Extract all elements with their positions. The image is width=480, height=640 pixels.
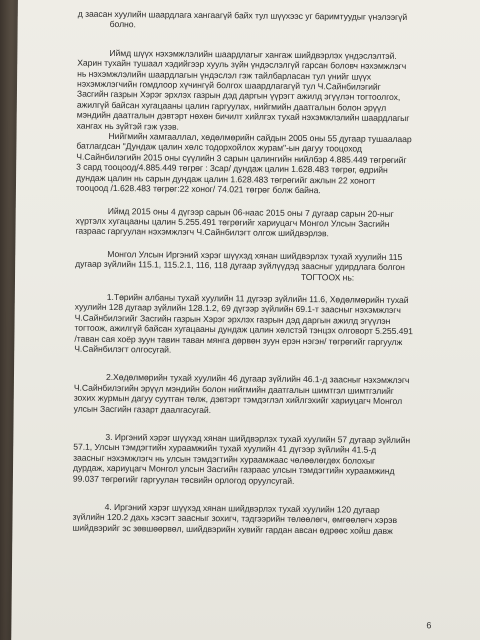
text-line: Ч.Сайнбилэгийн эрүүл мэндийн болон нийгмийн даатгалын шимтгэл шимтгэлийг xyxy=(73,382,394,396)
text-line: Иймд шүүх нэхэмжлэлийн шаардлагыг хангаж шийдвэрлэх үндэслэлтэй. xyxy=(109,47,397,61)
paragraph-4 xyxy=(75,248,460,283)
ruling-item-1 xyxy=(74,292,460,358)
text-line: нэхэмжлэгчийн гомдлоор хүчингүй болгох шаардлагагүй тул Ч.Сайнбилэгийг xyxy=(77,78,381,92)
text-line: батлагдсан "Дундаж цалин хөлс тодорхойлох журам"-ын дагуу тооцоход xyxy=(76,141,362,155)
text-line: Ч.Сайнбилэгийн 2015 оны сүүлийн 3 сарын цалингийн нийлбэр 4.885.449 төгрөгийг xyxy=(76,151,407,165)
text-line: зохих журмын дагуу суутган төлж, дэвтэрт тэмдэглэл хийлгэхийг хариуцагч Монгол xyxy=(73,392,403,407)
text-line: нь нэхэмжлэлийн шаардлагын үндэслэл гэж тайлбарласан тул үнийг шүүх xyxy=(77,68,372,82)
text-line: ажилгүй байсан хугацааны цалин гаргуулах, нийгмийн даатгалын болон эрүүл xyxy=(76,99,387,113)
document-page xyxy=(11,0,480,640)
text-line: улсын Засгийн газарт даалгасугай. xyxy=(73,403,212,415)
text-line: /таван сая хоёр зуун тавин таван мянга дөрвөн зуун ерэн нэгэн/ төгрөгийг гаргуулж xyxy=(74,333,403,347)
text-line: д заасан хуулийн шаардлага хангаагүй байх тул шүүхээс уг баримтуудыг үнэлээгүй xyxy=(77,8,408,23)
text-line: Засгийн газрын Хэрэг эрхлэх газрын дэд даргын үүрэгт ажилд эгүүлэн тогтоолгох, xyxy=(76,89,401,103)
text-line: 99.037 төгрөгийг гаргуулан төсвийн орлогод оруулсугай. xyxy=(72,473,295,486)
text-line: хангах нь зүйтэй гэж үзэв. xyxy=(76,120,179,132)
text-line: 2.Хөдөлмөрийн тухай хуулийн 46 дугаар зүйлийн 46.1-д заасныг нэхэмжлэгч xyxy=(105,372,410,386)
paragraph-1 xyxy=(77,47,463,134)
text-line: зүйлийн 120.2 дахь хэсэгт заасныг зохигч, тэдгээрийн төлөөлөгч, өмгөөлөгч хэрэв xyxy=(72,512,398,526)
text-line: мэндийн даатгалын дэвтэрт нөхөн бичилт хийлгэх тухай нэхэмжлэлийн шаардлагыг xyxy=(76,109,410,124)
text-line: хуулийн 128 дугаар зүйлийн 128.1.2, 69 дүгээр зүйлийн 69.1-т заасныг нэхэмжлэгч xyxy=(74,301,401,316)
text-line: Ч.Сайнбилэгт олгосугай. xyxy=(74,343,172,355)
text-line: шийдвэрийг эс зөвшөөрвөл, шийдвэрийн хувийг гардан авсан өдрөөс хойш давж xyxy=(72,522,393,536)
text-line: тооцоод /1.628.483 төгрөг:22 хоног/ 74.021 төгрөг болж байна. xyxy=(75,182,321,196)
text-line: Монгол Улсын Иргэний хэрэг шүүхэд хянан шийдвэрлэх тухай хуулийн 115 xyxy=(107,248,403,262)
text-line: 1.Төрийн албаны тухай хуулийн 11 дүгээр зүйлийн 11.6, Хөдөлмөрийн тухай xyxy=(106,291,409,306)
ruling-item-2 xyxy=(74,372,459,418)
top-lines xyxy=(78,9,463,34)
ruling-item-4 xyxy=(72,502,457,537)
text-line: 57.1, Улсын тэмдэгтийн хураамжийн тухай хуулийн 41 дүгээр зүйлийн 41.5-д xyxy=(73,442,377,456)
document-body xyxy=(72,9,462,537)
text-line: тогтоож, ажилгүй байсан хугацааны дундаж цалин хөлстэй тэнцэх олговорт 5.255.491 xyxy=(74,322,413,337)
text-line: болно. xyxy=(109,19,136,30)
text-line: заасныг нэхэмжлэгч нь улсын тэмдэгтийн хураамжаас чөлөөлөгдөх болохыг xyxy=(73,452,376,466)
paragraph-2 xyxy=(76,131,462,197)
text-line: Харин тухайн тушаал хэдийгээр хууль зүйн үндэслэлгүй гарсан боловч нэхэмжлэгч xyxy=(77,57,407,72)
text-line: газраас гаргуулан нэхэмжлэгч Ч.Сайнбилэгт олгож шийдвэрлэв. xyxy=(75,225,329,239)
paragraph-3 xyxy=(75,205,460,240)
text-line: Нийгмийн хамгааллал, хөдөлмөрийн сайдын 2005 оны 55 дугаар тушаалаар xyxy=(108,131,412,145)
text-line: 4. Иргэний хэрэг шүүхэд хянан шийдвэрлэх тухай хуулийн 120 дугаар xyxy=(104,501,380,515)
page-number: 6 xyxy=(426,620,432,631)
text-line: дугаар зүйлийн 115.1, 115.2.1, 116, 118 дугаар зүйлүүдэд заасныг удирдлага болгон xyxy=(75,258,405,273)
text-line: Ч.Сайнбилэгийг Засгийн газрын Хэрэг эрхлэх газрын дэд даргын ажилд эгүүлэн xyxy=(74,312,391,326)
text-line: дурдаж, хариуцагч Монгол улсын Засгийн газраас улсын тэмдэгтийн хураамжинд xyxy=(72,462,395,477)
text-line: Иймд 2015 оны 4 дүгээр сарын 06-наас 2015 оны 7 дугаар сарын 20-ныг xyxy=(107,205,394,219)
text-line: дундаж цалин нь сарын дундаж цалин 1.628.483 төгрөгийг ажлын 22 хоногт xyxy=(76,172,376,186)
text-line: хүртэлх хугацааны цалин 5.255.491 төгрөгийг хариуцагч Монгол Улсын Засгийн xyxy=(75,215,390,229)
text-line: 3. Иргэний хэрэг шүүхэд хянан шийдвэрлэх тухай хуулийн 57 дугаар зүйлийн xyxy=(105,431,411,446)
text-line: 3 сард тооцоод/4.885.449 төгрөг : 3сар/ дундаж цалин 1.628.483 төгрөг, өдрийн xyxy=(76,161,388,176)
ruling-item-3 xyxy=(73,432,459,488)
section-heading: ТОГТООХ нь: xyxy=(300,271,355,283)
